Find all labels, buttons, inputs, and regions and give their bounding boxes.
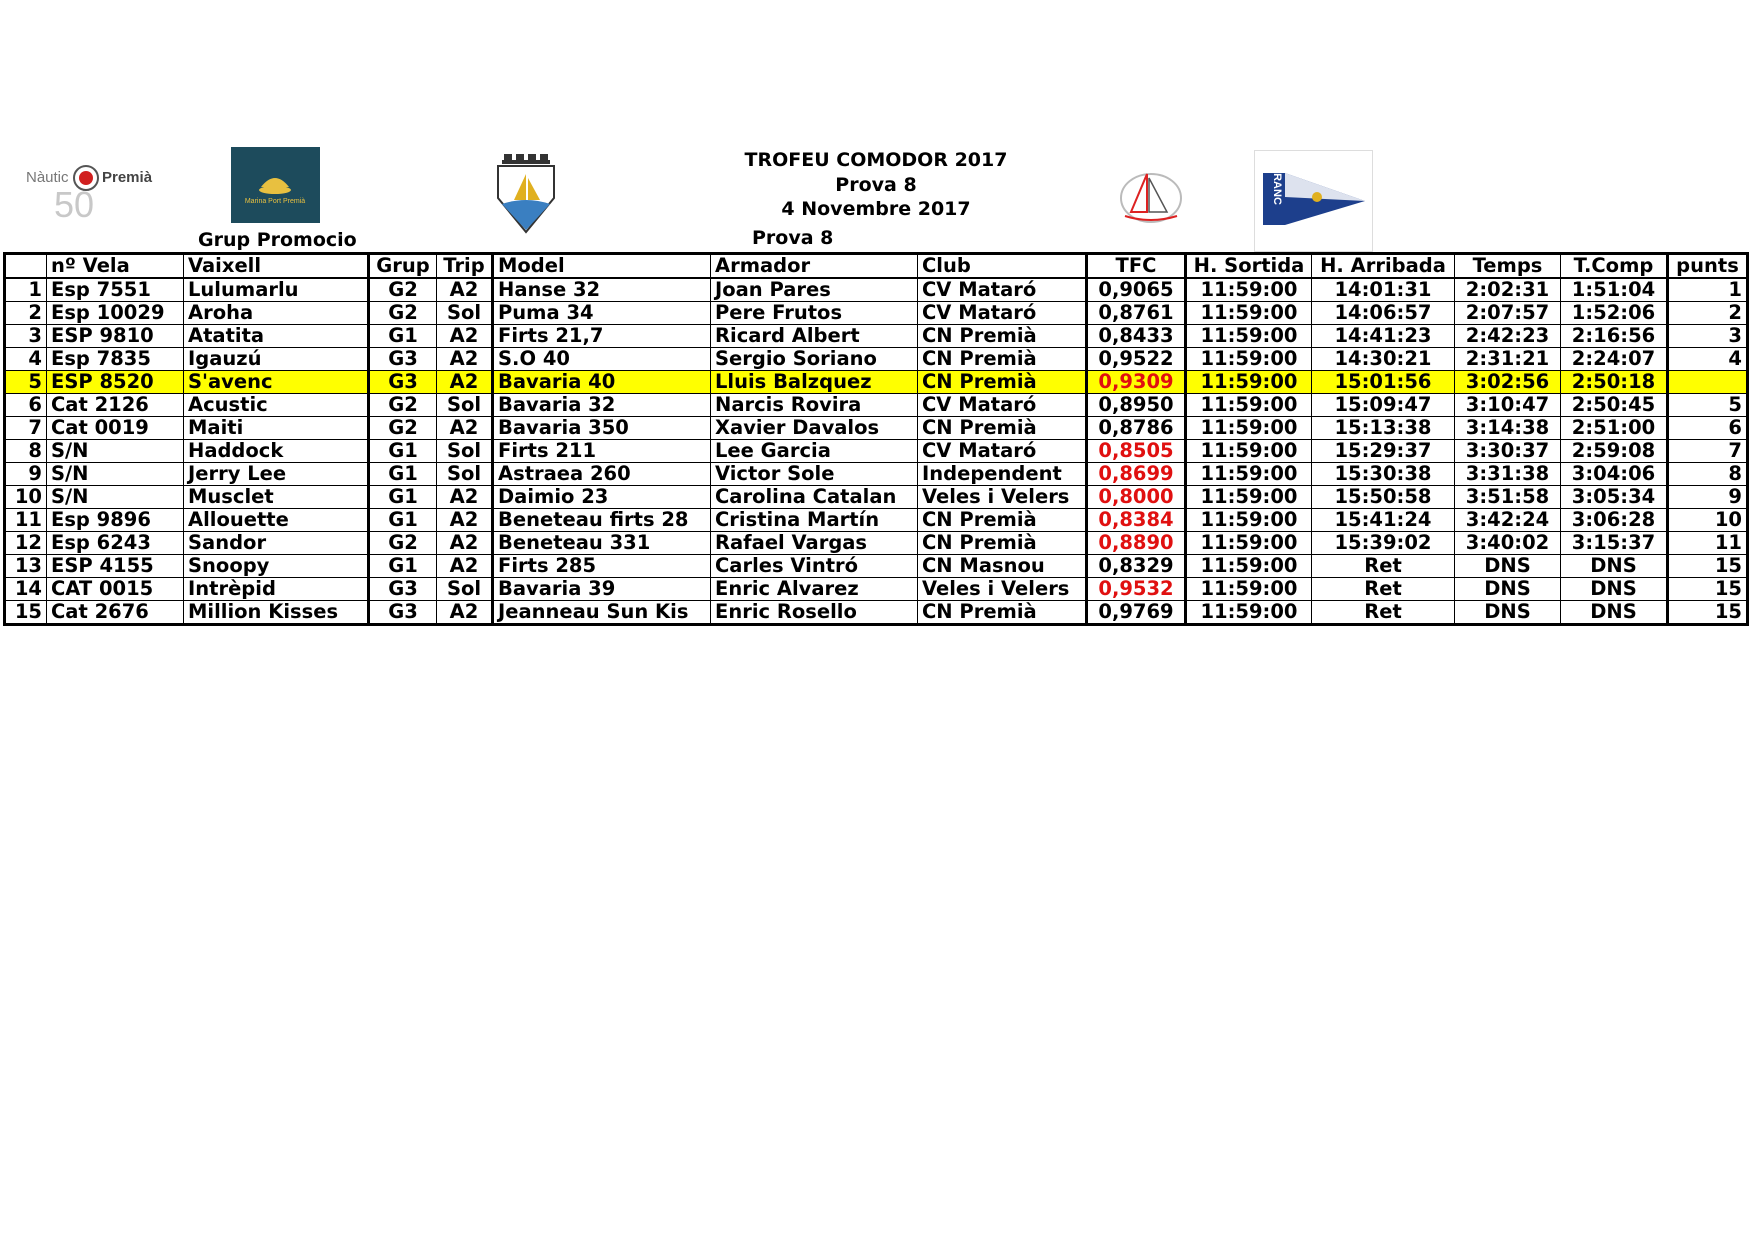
cell-club: CV Mataró bbox=[918, 302, 1087, 325]
cell-tcomp: 2:24:07 bbox=[1561, 348, 1668, 371]
cell-vaixell: Jerry Lee bbox=[184, 463, 369, 486]
cell-vela: ESP 8520 bbox=[47, 371, 184, 394]
cell-armador: Victor Sole bbox=[711, 463, 918, 486]
group-label: Grup Promocio bbox=[198, 229, 357, 251]
cell-grup: G3 bbox=[369, 348, 437, 371]
cell-grup: G2 bbox=[369, 532, 437, 555]
svg-text:Marina Port Premià: Marina Port Premià bbox=[244, 198, 306, 205]
cell-arribada: 15:13:38 bbox=[1312, 417, 1455, 440]
cell-armador: Enric Alvarez bbox=[711, 578, 918, 601]
table-row bbox=[5, 278, 1748, 302]
cell-sortida: 11:59:00 bbox=[1186, 555, 1312, 578]
cell-punts: 15 bbox=[1668, 601, 1748, 625]
cell-punts: 1 bbox=[1668, 278, 1748, 302]
cell-pos: 7 bbox=[5, 417, 47, 440]
cell-arribada: Ret bbox=[1312, 601, 1455, 625]
cell-vela: Cat 0019 bbox=[47, 417, 184, 440]
cell-tfc: 0,9309 bbox=[1087, 371, 1186, 394]
cell-vaixell: S'avenc bbox=[184, 371, 369, 394]
cell-armador: Sergio Soriano bbox=[711, 348, 918, 371]
cell-armador: Joan Pares bbox=[711, 278, 918, 302]
cell-pos: 14 bbox=[5, 578, 47, 601]
cell-club: CN Premià bbox=[918, 325, 1087, 348]
cell-pos: 10 bbox=[5, 486, 47, 509]
cell-punts: 11 bbox=[1668, 532, 1748, 555]
cell-vela: Esp 6243 bbox=[47, 532, 184, 555]
cell-pos: 2 bbox=[5, 302, 47, 325]
table-row bbox=[5, 463, 1748, 486]
column-header: Temps bbox=[1455, 254, 1561, 279]
column-header: Grup bbox=[369, 254, 437, 279]
cell-vaixell: Igauzú bbox=[184, 348, 369, 371]
cell-temps: 3:02:56 bbox=[1455, 371, 1561, 394]
cell-punts bbox=[1668, 371, 1748, 394]
cell-tfc: 0,9065 bbox=[1087, 278, 1186, 302]
table-row bbox=[5, 417, 1748, 440]
table-header-row bbox=[5, 254, 1748, 279]
cell-tcomp: 2:50:18 bbox=[1561, 371, 1668, 394]
cell-vaixell: Million Kisses bbox=[184, 601, 369, 625]
cell-tcomp: DNS bbox=[1561, 601, 1668, 625]
cell-punts: 7 bbox=[1668, 440, 1748, 463]
cell-temps: DNS bbox=[1455, 578, 1561, 601]
cell-vaixell: Aroha bbox=[184, 302, 369, 325]
cell-pos: 1 bbox=[5, 278, 47, 302]
cell-vela: S/N bbox=[47, 486, 184, 509]
cell-arribada: 14:41:23 bbox=[1312, 325, 1455, 348]
cell-armador: Carles Vintró bbox=[711, 555, 918, 578]
cell-pos: 12 bbox=[5, 532, 47, 555]
cell-vaixell: Musclet bbox=[184, 486, 369, 509]
cell-temps: 3:40:02 bbox=[1455, 532, 1561, 555]
sailing-club-logo bbox=[1117, 168, 1185, 230]
cell-pos: 3 bbox=[5, 325, 47, 348]
cell-grup: G1 bbox=[369, 555, 437, 578]
cell-model: Daimio 23 bbox=[493, 486, 711, 509]
cell-model: Puma 34 bbox=[493, 302, 711, 325]
cell-club: Independent bbox=[918, 463, 1087, 486]
cell-sortida: 11:59:00 bbox=[1186, 440, 1312, 463]
cell-tcomp: 2:16:56 bbox=[1561, 325, 1668, 348]
cell-pos: 5 bbox=[5, 371, 47, 394]
cell-arribada: 15:01:56 bbox=[1312, 371, 1455, 394]
cell-trip: A2 bbox=[437, 555, 493, 578]
column-header: H. Arribada bbox=[1312, 254, 1455, 279]
svg-text:50: 50 bbox=[54, 184, 95, 221]
cell-temps: DNS bbox=[1455, 601, 1561, 625]
cell-sortida: 11:59:00 bbox=[1186, 417, 1312, 440]
cell-temps: 2:07:57 bbox=[1455, 302, 1561, 325]
cell-tcomp: DNS bbox=[1561, 555, 1668, 578]
cell-club: CN Premià bbox=[918, 348, 1087, 371]
column-header: TFC bbox=[1087, 254, 1186, 279]
table-row bbox=[5, 486, 1748, 509]
cell-model: Beneteau 331 bbox=[493, 532, 711, 555]
page-subtitle: Prova 8 bbox=[835, 173, 917, 196]
cell-sortida: 11:59:00 bbox=[1186, 348, 1312, 371]
cell-sortida: 11:59:00 bbox=[1186, 394, 1312, 417]
cell-model: Bavaria 39 bbox=[493, 578, 711, 601]
cell-temps: 3:31:38 bbox=[1455, 463, 1561, 486]
cell-grup: G2 bbox=[369, 302, 437, 325]
cell-pos: 15 bbox=[5, 601, 47, 625]
cell-model: Bavaria 32 bbox=[493, 394, 711, 417]
cell-armador: Ricard Albert bbox=[711, 325, 918, 348]
cell-trip: A2 bbox=[437, 348, 493, 371]
cell-club: Veles i Velers bbox=[918, 578, 1087, 601]
cell-vela: Cat 2126 bbox=[47, 394, 184, 417]
cell-grup: G2 bbox=[369, 278, 437, 302]
cell-temps: 3:30:37 bbox=[1455, 440, 1561, 463]
ranc-logo bbox=[1254, 150, 1373, 252]
column-header: H. Sortida bbox=[1186, 254, 1312, 279]
cell-temps: 2:31:21 bbox=[1455, 348, 1561, 371]
column-header: Trip bbox=[437, 254, 493, 279]
cell-tcomp: 3:05:34 bbox=[1561, 486, 1668, 509]
cell-trip: Sol bbox=[437, 463, 493, 486]
nautic-premia-logo bbox=[24, 157, 174, 221]
cell-vela: ESP 4155 bbox=[47, 555, 184, 578]
cell-model: Firts 21,7 bbox=[493, 325, 711, 348]
cell-tcomp: DNS bbox=[1561, 578, 1668, 601]
cell-vela: Esp 9896 bbox=[47, 509, 184, 532]
column-header: Vaixell bbox=[184, 254, 369, 279]
cell-sortida: 11:59:00 bbox=[1186, 532, 1312, 555]
table-row bbox=[5, 601, 1748, 625]
cell-grup: G3 bbox=[369, 578, 437, 601]
cell-arribada: Ret bbox=[1312, 578, 1455, 601]
cell-punts: 8 bbox=[1668, 463, 1748, 486]
cell-tfc: 0,9769 bbox=[1087, 601, 1186, 625]
cell-club: CN Premià bbox=[918, 417, 1087, 440]
cell-club: CN Premià bbox=[918, 532, 1087, 555]
cell-vela: S/N bbox=[47, 440, 184, 463]
cell-sortida: 11:59:00 bbox=[1186, 463, 1312, 486]
cell-vaixell: Allouette bbox=[184, 509, 369, 532]
cell-sortida: 11:59:00 bbox=[1186, 509, 1312, 532]
coat-of-arms-logo bbox=[492, 152, 560, 238]
cell-temps: 3:51:58 bbox=[1455, 486, 1561, 509]
cell-punts: 15 bbox=[1668, 555, 1748, 578]
cell-sortida: 11:59:00 bbox=[1186, 486, 1312, 509]
cell-arribada: 15:29:37 bbox=[1312, 440, 1455, 463]
cell-armador: Cristina Martín bbox=[711, 509, 918, 532]
cell-sortida: 11:59:00 bbox=[1186, 578, 1312, 601]
cell-trip: A2 bbox=[437, 486, 493, 509]
cell-model: Beneteau firts 28 bbox=[493, 509, 711, 532]
cell-grup: G1 bbox=[369, 325, 437, 348]
cell-tfc: 0,8000 bbox=[1087, 486, 1186, 509]
column-header: Club bbox=[918, 254, 1087, 279]
cell-sortida: 11:59:00 bbox=[1186, 325, 1312, 348]
cell-arribada: Ret bbox=[1312, 555, 1455, 578]
cell-tcomp: 3:04:06 bbox=[1561, 463, 1668, 486]
cell-pos: 9 bbox=[5, 463, 47, 486]
svg-text:RANC: RANC bbox=[1271, 173, 1283, 205]
cell-temps: 2:42:23 bbox=[1455, 325, 1561, 348]
table-row bbox=[5, 555, 1748, 578]
table-row bbox=[5, 325, 1748, 348]
cell-armador: Carolina Catalan bbox=[711, 486, 918, 509]
cell-grup: G3 bbox=[369, 371, 437, 394]
cell-model: Bavaria 350 bbox=[493, 417, 711, 440]
table-row bbox=[5, 440, 1748, 463]
cell-grup: G1 bbox=[369, 463, 437, 486]
cell-tfc: 0,8384 bbox=[1087, 509, 1186, 532]
cell-armador: Pere Frutos bbox=[711, 302, 918, 325]
cell-vaixell: Maiti bbox=[184, 417, 369, 440]
cell-temps: 2:02:31 bbox=[1455, 278, 1561, 302]
cell-model: S.O 40 bbox=[493, 348, 711, 371]
svg-text:Nàutic: Nàutic bbox=[26, 169, 69, 186]
cell-armador: Enric Rosello bbox=[711, 601, 918, 625]
cell-pos: 13 bbox=[5, 555, 47, 578]
cell-arribada: 15:50:58 bbox=[1312, 486, 1455, 509]
cell-club: CN Premià bbox=[918, 509, 1087, 532]
marina-port-logo bbox=[231, 147, 320, 223]
cell-temps: 3:14:38 bbox=[1455, 417, 1561, 440]
page-date: 4 Novembre 2017 bbox=[781, 198, 971, 220]
cell-trip: Sol bbox=[437, 302, 493, 325]
cell-trip: A2 bbox=[437, 278, 493, 302]
prova-label: Prova 8 bbox=[752, 227, 834, 249]
cell-tfc: 0,9532 bbox=[1087, 578, 1186, 601]
cell-grup: G2 bbox=[369, 394, 437, 417]
column-header: nº Vela bbox=[47, 254, 184, 279]
cell-vela: CAT 0015 bbox=[47, 578, 184, 601]
table-row bbox=[5, 371, 1748, 394]
cell-tcomp: 3:06:28 bbox=[1561, 509, 1668, 532]
column-header: Armador bbox=[711, 254, 918, 279]
cell-pos: 8 bbox=[5, 440, 47, 463]
cell-armador: Xavier Davalos bbox=[711, 417, 918, 440]
cell-arribada: 14:01:31 bbox=[1312, 278, 1455, 302]
cell-temps: 3:10:47 bbox=[1455, 394, 1561, 417]
cell-grup: G2 bbox=[369, 417, 437, 440]
cell-trip: A2 bbox=[437, 417, 493, 440]
cell-tfc: 0,9522 bbox=[1087, 348, 1186, 371]
cell-tcomp: 3:15:37 bbox=[1561, 532, 1668, 555]
title-block bbox=[700, 148, 1052, 222]
cell-punts: 2 bbox=[1668, 302, 1748, 325]
cell-arribada: 14:30:21 bbox=[1312, 348, 1455, 371]
cell-arribada: 15:39:02 bbox=[1312, 532, 1455, 555]
cell-trip: Sol bbox=[437, 578, 493, 601]
cell-trip: A2 bbox=[437, 325, 493, 348]
column-header: T.Comp bbox=[1561, 254, 1668, 279]
cell-grup: G1 bbox=[369, 440, 437, 463]
cell-armador: Narcis Rovira bbox=[711, 394, 918, 417]
cell-tcomp: 2:50:45 bbox=[1561, 394, 1668, 417]
cell-model: Jeanneau Sun Kis bbox=[493, 601, 711, 625]
page-title: TROFEU COMODOR 2017 bbox=[744, 149, 1008, 171]
cell-punts: 15 bbox=[1668, 578, 1748, 601]
cell-tfc: 0,8699 bbox=[1087, 463, 1186, 486]
cell-grup: G3 bbox=[369, 601, 437, 625]
cell-punts: 6 bbox=[1668, 417, 1748, 440]
table-row bbox=[5, 578, 1748, 601]
cell-tfc: 0,8505 bbox=[1087, 440, 1186, 463]
cell-model: Bavaria 40 bbox=[493, 371, 711, 394]
cell-vela: Cat 2676 bbox=[47, 601, 184, 625]
cell-arribada: 14:06:57 bbox=[1312, 302, 1455, 325]
cell-pos: 4 bbox=[5, 348, 47, 371]
cell-trip: Sol bbox=[437, 394, 493, 417]
table-row bbox=[5, 302, 1748, 325]
cell-grup: G1 bbox=[369, 486, 437, 509]
cell-punts: 3 bbox=[1668, 325, 1748, 348]
cell-grup: G1 bbox=[369, 509, 437, 532]
cell-tfc: 0,8761 bbox=[1087, 302, 1186, 325]
cell-trip: A2 bbox=[437, 532, 493, 555]
cell-vela: Esp 7551 bbox=[47, 278, 184, 302]
cell-club: CN Premià bbox=[918, 601, 1087, 625]
cell-vaixell: Lulumarlu bbox=[184, 278, 369, 302]
cell-club: CN Premià bbox=[918, 371, 1087, 394]
cell-tfc: 0,8786 bbox=[1087, 417, 1186, 440]
cell-tcomp: 2:59:08 bbox=[1561, 440, 1668, 463]
cell-arribada: 15:09:47 bbox=[1312, 394, 1455, 417]
cell-model: Astraea 260 bbox=[493, 463, 711, 486]
cell-tcomp: 2:51:00 bbox=[1561, 417, 1668, 440]
svg-text:Premià: Premià bbox=[102, 169, 153, 186]
table-row bbox=[5, 348, 1748, 371]
cell-arribada: 15:41:24 bbox=[1312, 509, 1455, 532]
cell-vela: Esp 7835 bbox=[47, 348, 184, 371]
cell-temps: DNS bbox=[1455, 555, 1561, 578]
cell-model: Firts 211 bbox=[493, 440, 711, 463]
cell-tfc: 0,8890 bbox=[1087, 532, 1186, 555]
cell-club: CV Mataró bbox=[918, 394, 1087, 417]
cell-club: CN Masnou bbox=[918, 555, 1087, 578]
cell-vaixell: Haddock bbox=[184, 440, 369, 463]
results-table bbox=[3, 252, 1749, 626]
cell-club: Veles i Velers bbox=[918, 486, 1087, 509]
cell-tfc: 0,8329 bbox=[1087, 555, 1186, 578]
table-row bbox=[5, 509, 1748, 532]
cell-sortida: 11:59:00 bbox=[1186, 601, 1312, 625]
cell-vela: ESP 9810 bbox=[47, 325, 184, 348]
column-header bbox=[5, 254, 47, 279]
cell-tfc: 0,8950 bbox=[1087, 394, 1186, 417]
cell-tcomp: 1:52:06 bbox=[1561, 302, 1668, 325]
table-row bbox=[5, 532, 1748, 555]
cell-trip: Sol bbox=[437, 440, 493, 463]
cell-model: Hanse 32 bbox=[493, 278, 711, 302]
cell-armador: Lluis Balzquez bbox=[711, 371, 918, 394]
cell-arribada: 15:30:38 bbox=[1312, 463, 1455, 486]
cell-armador: Lee Garcia bbox=[711, 440, 918, 463]
cell-club: CV Mataró bbox=[918, 278, 1087, 302]
column-header: punts bbox=[1668, 254, 1748, 279]
cell-sortida: 11:59:00 bbox=[1186, 278, 1312, 302]
cell-trip: A2 bbox=[437, 601, 493, 625]
cell-trip: A2 bbox=[437, 509, 493, 532]
cell-vaixell: Acustic bbox=[184, 394, 369, 417]
cell-vaixell: Intrèpid bbox=[184, 578, 369, 601]
cell-punts: 5 bbox=[1668, 394, 1748, 417]
cell-punts: 10 bbox=[1668, 509, 1748, 532]
cell-trip: A2 bbox=[437, 371, 493, 394]
cell-pos: 6 bbox=[5, 394, 47, 417]
table-row bbox=[5, 394, 1748, 417]
cell-temps: 3:42:24 bbox=[1455, 509, 1561, 532]
cell-vela: S/N bbox=[47, 463, 184, 486]
cell-vaixell: Snoopy bbox=[184, 555, 369, 578]
cell-club: CV Mataró bbox=[918, 440, 1087, 463]
cell-vaixell: Sandor bbox=[184, 532, 369, 555]
cell-vela: Esp 10029 bbox=[47, 302, 184, 325]
cell-vaixell: Atatita bbox=[184, 325, 369, 348]
cell-tfc: 0,8433 bbox=[1087, 325, 1186, 348]
cell-armador: Rafael Vargas bbox=[711, 532, 918, 555]
cell-sortida: 11:59:00 bbox=[1186, 302, 1312, 325]
cell-pos: 11 bbox=[5, 509, 47, 532]
cell-punts: 4 bbox=[1668, 348, 1748, 371]
cell-punts: 9 bbox=[1668, 486, 1748, 509]
cell-sortida: 11:59:00 bbox=[1186, 371, 1312, 394]
cell-tcomp: 1:51:04 bbox=[1561, 278, 1668, 302]
cell-model: Firts 285 bbox=[493, 555, 711, 578]
column-header: Model bbox=[493, 254, 711, 279]
